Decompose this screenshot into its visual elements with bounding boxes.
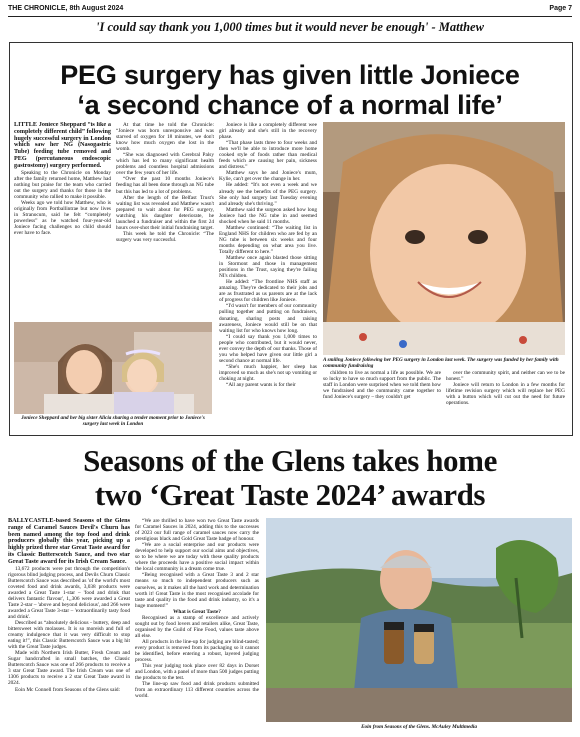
paragraph: “I'd wasn't for members of our community pulling together and putting on fundraisers, donating, sharing posts and raising awareness, Joniece would still be on that waiting list for who knows how long. (219, 303, 317, 334)
paragraph: Matthew said the surgeon asked how long Joniece had the NG tube in and seemed shocked when he said 11 months. (219, 206, 317, 225)
paragraph: “That phase lasts three to four weeks and then we'll be able to introduce more home cooked style of foods rather than medical feeds which are causing her pain, sickness and distress.” (219, 140, 317, 171)
paragraph: “Over the past 10 months Joniece's feeding has all been done through an NG tube but this has led to a lot of problems. (116, 176, 214, 195)
article-column-2 (135, 518, 259, 730)
headline-line-1: Seasons of the Glens takes home (83, 443, 497, 478)
paragraph: “We are thrilled to have won two Great Taste awards for Caramel Sauces in 2024, adding this to the successes of 2023 our full range of caramel sauces now carry the prestigious black and Gold Great Taste badge of honour. (135, 518, 259, 543)
paragraph: Matthew says he and Joniece's mum, Kylie, can't get over the change in her. (219, 170, 317, 183)
article-column-5 (446, 370, 565, 426)
subheading: What is Great Taste? (173, 608, 221, 615)
headline-line-1: PEG surgery has given little Joniece (60, 60, 520, 90)
photo-caption: Joniece Sheppard and her big sister Alicia sharing a tender moment prior to Joniece's surgery last week in London (21, 415, 205, 427)
article-lead: BALLYCASTLE-based Seasons of the Glens range of Caramel Sauces Devil's Churn has been named among the top food and drink producers globally this year, picking up a highly prized three star Great Taste award for its Classic Butterscotch Sauce, and two star Great Taste award for its Irish Cream Sauce. (8, 518, 130, 565)
paragraph: “She was diagnosed with Cerebral Palsy which has led to many significant health problems and countless hospital admissions over the few years of her life. (116, 152, 214, 177)
article-lead: LITTLE Joniece Sheppard “is like a completely different child” following hugely successful surgery in London which saw her NG (Nasogastric Tube) feeding tube removed and PEG (percutaneous endoscopic gastrostomy) surgery performed. (14, 122, 111, 169)
article-headline (8, 444, 572, 512)
producer-photo (266, 518, 572, 722)
paragraph: Eoin Mc Connell from Seasons of the Glens said: (15, 686, 121, 693)
paragraph: “Being recognised with a Great Taste 3 and 2 star means so much to independent producers such as ourselves, as it makes all the hard work and determination worth it! Great Taste is the most recognised accolade for taste and quality in the food and drink industry, so it's a huge moment!” (135, 572, 259, 609)
paragraph: Weeks ago we told how Matthew, who is originally from Portballintrae but now lives in Stranocum, said he felt “completely powerless” as he watched four-year-old Joniece facing challenges no child should ever have to face. (14, 199, 111, 237)
article-column-1 (8, 518, 130, 730)
paragraph: Joniece is like a completely different wee girl already and she's still in the recovery phase. (219, 122, 317, 141)
paragraph: children to live as normal a life as possible. We are so lucky to have so much support from the public. The staff in London were surprised when we told them how we fundraised and the community came together to fund Joniece's surgery – they couldn't get (323, 370, 441, 401)
paragraph: Matthew continued: “The waiting list in England NHS for children who are fed by an NG tube is between six weeks and four months depending on what area you live. Totally different to here.” (219, 224, 317, 255)
paragraph: “All any parent wants is for their (226, 382, 296, 389)
paragraph: At that time he told the Chronicle: “Joniece was born unresponsive and was starved of oxygen for 18 minutes, we don't know how much oxygen she lost in the womb. (116, 122, 214, 153)
paragraph: Matthew once again blasted those sitting in Stormont and those in management positions in the Trust, saying they're failing NI's children. (219, 255, 317, 280)
paragraph: He added: “The frontline NHS staff as amazing. They're dedicated to their jobs and are as frustrated as us parents are at the lack of progress for children like Joniece. (219, 279, 317, 304)
paragraph: “I could say thank you 1,000 times to people who contributed, but it would never, ever convey the depth of our thanks. Those of you who helped have given our little girl a second chance at normal life. (219, 333, 317, 364)
masthead-rule (8, 16, 572, 17)
article-column-2 (116, 122, 214, 322)
paragraph: All products in the line-up for judging are blind-tasted; every product is removed from its packaging so it cannot be identified, before entering a robust, layered judging process. (135, 638, 259, 664)
paragraph: This year judging took place over 82 days in Dorset and London, with a panel of more than 500 judges putting the products to the test. (135, 663, 259, 682)
paragraph: Joniece will return to London in a few months for lifetime revision surgery which will replace her PEG with a button which will cut out the need for future operations. (446, 382, 565, 407)
photo-caption: Eoin from Seasons of the Glens. McAuley Multimedia (361, 724, 477, 730)
sisters-photo (14, 322, 212, 414)
paragraph: After the length of the Belfast Trust's waiting list was revealed and Matthew wasn't prepared to wait about for PEG surgery, watching his daughter deteriorate, he launched a fundraiser and within the first 24 hours over-shot their initial fundraising target. (116, 194, 214, 231)
paragraph: “She's much happier, her sleep has improved so much as she's not up vomiting or choking at night. (219, 363, 317, 382)
paragraph: The line-up saw food and drink products submitted from an extraordinary 113 different countries across the world. (135, 681, 259, 700)
photo-caption: A smiling Joniece following her PEG surgery in London last week. The surgery was funded by her family with community fundraising (323, 357, 559, 369)
paragraph: “We are a social enterprise and our products were developed to help support our social aims and objectives, so to be where we are today with these quality products where the proceeds have a positive social impact within the local community is a dream come true. (135, 542, 259, 573)
headline-line-2: ‘a second chance of a normal life’ (77, 90, 503, 120)
masthead (8, 4, 572, 16)
paragraph: over the community spirit, and neither can we to be honest.” (446, 370, 565, 383)
page-number: Page 7 (549, 5, 572, 12)
headline-line-2: two ‘Great Taste 2024’ awards (94, 477, 486, 512)
article-column-1 (14, 122, 111, 322)
newspaper-name: THE CHRONICLE, 8th August 2024 (8, 5, 124, 12)
paragraph: Described as “absolutely delicious - buttery, deep and bittersweet with molasses. It is so moreish and full of creamy indulgence that it was very difficult to stop eating it!”, this Classic Butterscotch Sauce was a big hit with the Great Taste judges. (8, 620, 130, 651)
smiling-child-photo (323, 122, 565, 355)
pull-quote: 'I could say thank you 1,000 times but it would never be enough' - Matthew (96, 20, 484, 34)
paragraph: Made with Northern Irish Butter, Fresh Cream and Sugar handcrafted in small batches, the Classic Butterscotch Sauce was one of 266 products to receive a 3 star Great Taste award. The Irish Cream was one of 1306 products to receive a 2 star Great Taste award in 2024. (8, 650, 130, 687)
paragraph: 13,672 products were put through the competition's rigorous blind judging process, and Devils Churn Classic Butterscotch Sauce was described as 'of the world's most coveted food and drink awards, 3,038 products were awarded a Great Taste 1-star – 'food and drink that delivers fantastic flavour', 1,,306 were awarded a Great Taste 2-star – 'above and beyond delicious', and 266 were awarded a Great Taste 3-star – 'extraordinarily tasty food and drink'. (8, 565, 130, 620)
paragraph: He added: “It's not even a week and we already see the benefits of the PEG surgery. She only had surgery last Tuesday evening and already she's thriving.” (219, 182, 317, 207)
article-column-4 (323, 370, 441, 426)
paragraph: This week he told the Chronicle: “The surgery was very successful. (116, 230, 214, 243)
article-headline (14, 60, 566, 120)
paragraph: Recognised as a stamp of excellence and actively sought out by food lovers and retailers alike, Great Taste, organised by the Guild of Fine Food, values taste above all else. (135, 614, 259, 639)
article-column-3 (219, 122, 317, 424)
paragraph: Speaking to the Chronicle on Monday after the family returned home, Matthew had nothing but praise for the team who carried out the surgery and thanks for those in the community who rallied to make it possible. (14, 169, 111, 200)
